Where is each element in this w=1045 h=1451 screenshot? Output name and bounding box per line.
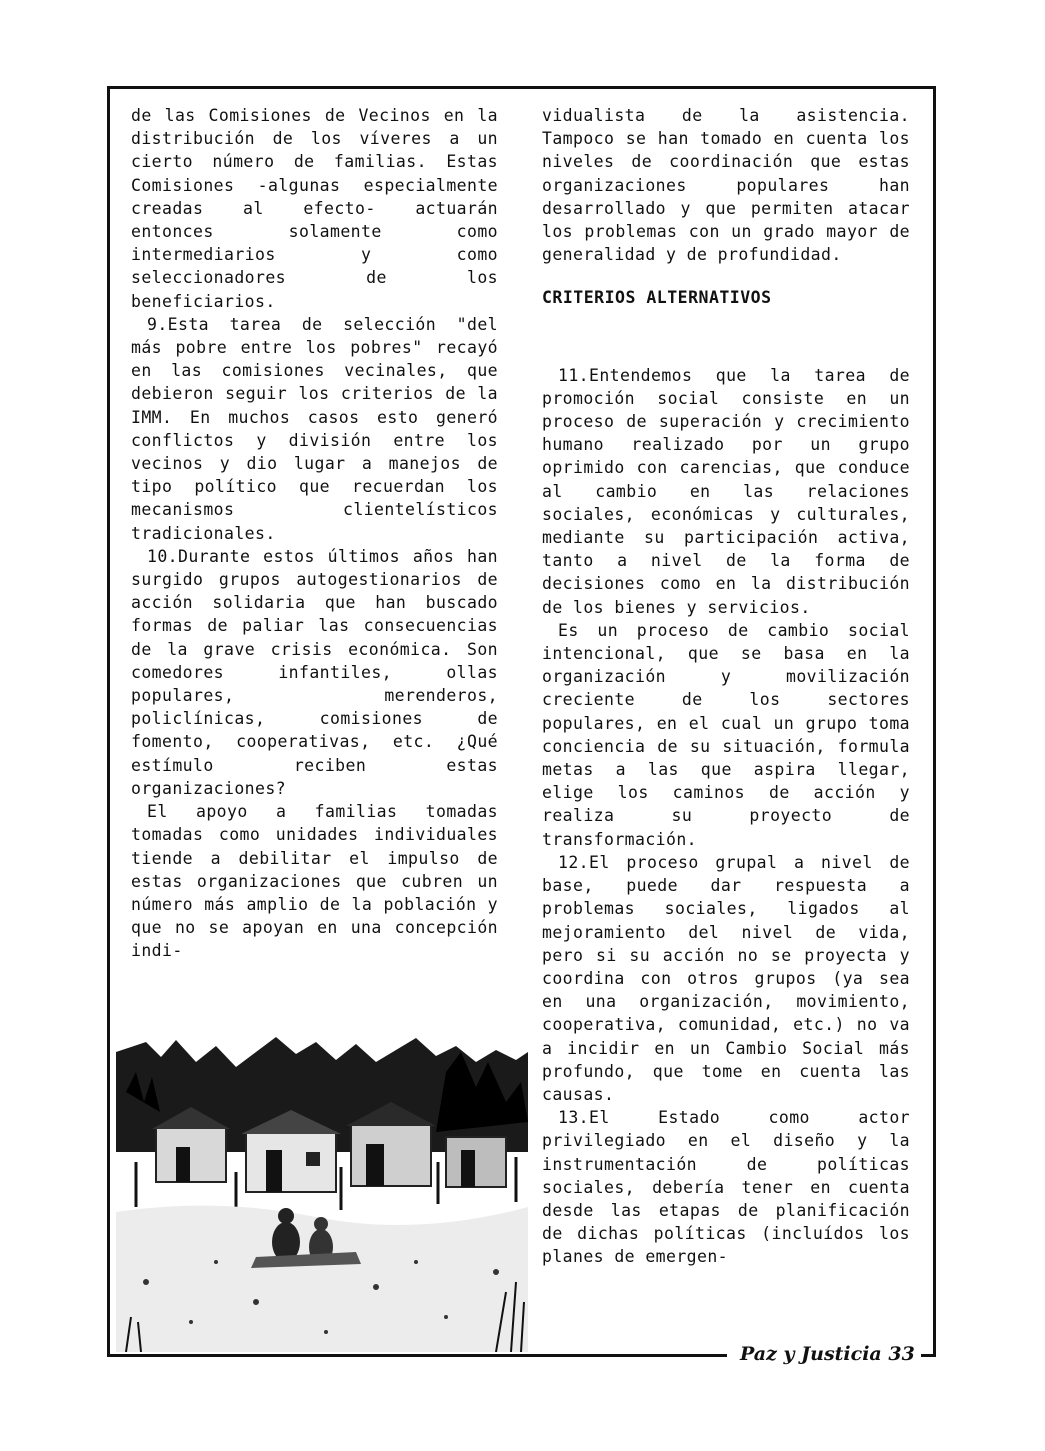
right-column (542, 104, 910, 1269)
section-heading: CRITERIOS ALTERNATIVOS (542, 288, 772, 308)
paragraph: 9.Esta tarea de selección "del más pobre entre los pobres" recayó en las comisiones vecinales, que debieron seguir los criterios de la IMM. En muchos casos esto generó conflictos y división entre los vecinos y dio lugar a manejos de tipo político que recuerdan los mecanismos clientelísticos tradicionales. (131, 314, 498, 543)
paragraph: 12.El proceso grupal a nivel de base, puede dar respuesta a problemas sociales, ligados al mejoramiento del nivel de vida, pero si su acción no se proyecta y coordina con otros grupos (ya sea en una organización, movimiento, cooperativa, comunidad, etc.) no va a incidir en un Cambio Social más profundo, que tome en cuenta las causas. (542, 852, 910, 1104)
paragraph: 13.El Estado como actor privilegiado en el diseño y la instrumentación de políticas sociales, debería tener en cuenta desde las etapas de planificación de dichas políticas (incluídos los planes de emergen- (542, 1108, 910, 1267)
paragraph: vidualista de la asistencia. Tampoco se han tomado en cuenta los niveles de coordinación que estas organizaciones populares han desarrollado y que permiten atacar los problemas con un grado mayor de generalidad y de profundidad. (542, 106, 910, 265)
paragraph: 11.Entendemos que la tarea de promoción social consiste en un proceso de superación y crecimiento humano realizado por un grupo oprimido con carencias, que conduce al cambio en las relaciones sociales, económicas y culturales, mediante su participación activa, tanto a nivel de la forma de decisiones como en la distribución de los bienes y servicios. (542, 365, 910, 617)
left-column (131, 104, 498, 963)
paragraph: 10.Durante estos últimos años han surgido grupos autogestionarios de acción solidaria que han buscado formas de paliar las consecuencias de la grave crisis económica. Son comedores infantiles, ollas populares, merenderos, policlínicas, comisiones de fomento, cooperativas, etc. ¿Qué estímulo reciben estas organizaciones? (131, 546, 498, 798)
shantytown-photo (116, 1032, 528, 1352)
paragraph: El apoyo a familias tomadas tomadas como unidades individuales tiende a debilitar el impulso de estas organizaciones que cubren un número más amplio de la población y que no se apoyan en una concepción indi- (131, 802, 498, 961)
paragraph: de las Comisiones de Vecinos en la distribución de los víveres a un cierto número de familias. Estas Comisiones -algunas especialmente creadas al efecto- actuarán entonces solamente como intermediarios y como seleccionadores de los beneficiarios. (131, 106, 498, 311)
bottom-rule (107, 1354, 727, 1357)
paragraph: Es un proceso de cambio social intencional, que se basa en la organización y movilización creciente de los sectores populares, en el cual un grupo toma conciencia de su situación, formula metas a las que aspira llegar, elige los caminos de acción y realiza su proyecto de transformación. (542, 620, 910, 849)
page-footer: Paz y Justicia 33 (740, 1343, 915, 1365)
bottom-rule-end (921, 1354, 935, 1357)
